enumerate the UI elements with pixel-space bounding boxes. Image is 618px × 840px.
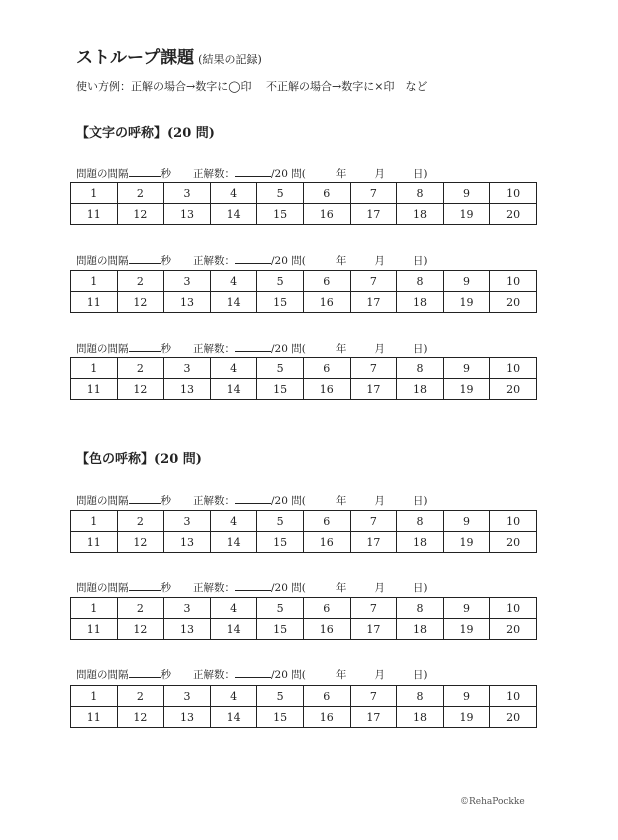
question-number-cell[interactable]: 14 (210, 532, 257, 553)
question-number-cell[interactable]: 20 (490, 707, 537, 728)
day-label: 日) (412, 582, 428, 594)
month-label: 月 (374, 168, 385, 180)
question-number-cell[interactable]: 16 (303, 292, 350, 313)
answer-grid (70, 685, 537, 728)
copyright: ©RehaPockke (460, 797, 525, 807)
question-number-cell[interactable]: 1 (71, 358, 118, 379)
seconds-label: 秒 (160, 669, 171, 681)
question-number-cell[interactable]: 4 (210, 183, 257, 204)
question-number-cell[interactable]: 4 (210, 358, 257, 379)
correct-count-field[interactable] (235, 252, 271, 264)
question-number-cell[interactable]: 15 (257, 619, 304, 640)
question-number-cell[interactable]: 7 (350, 271, 397, 292)
question-number-cell[interactable]: 3 (164, 511, 211, 532)
question-number-cell[interactable]: 9 (443, 686, 490, 707)
total-label: /20 問( (271, 343, 306, 355)
question-number-cell[interactable]: 19 (443, 204, 490, 225)
total-label: /20 問( (271, 168, 306, 180)
interval-field[interactable] (129, 340, 161, 352)
question-number-cell[interactable]: 18 (397, 619, 444, 640)
correct-count-field[interactable] (235, 165, 271, 177)
question-number-cell[interactable]: 17 (350, 204, 397, 225)
month-label: 月 (374, 495, 385, 507)
grid-row (71, 379, 537, 400)
interval-label: 問題の間隔 (76, 343, 129, 355)
interval-field[interactable] (129, 579, 161, 591)
title-text: ストループ課題 (76, 48, 195, 68)
day-label: 日) (412, 669, 428, 681)
question-number-cell[interactable]: 18 (397, 292, 444, 313)
question-number-cell[interactable]: 12 (117, 532, 164, 553)
question-number-cell[interactable]: 11 (71, 532, 118, 553)
question-number-cell[interactable]: 10 (490, 358, 537, 379)
question-number-cell[interactable]: 8 (397, 511, 444, 532)
question-number-cell[interactable]: 10 (490, 511, 537, 532)
question-number-cell[interactable]: 9 (443, 511, 490, 532)
question-number-cell[interactable]: 13 (164, 379, 211, 400)
question-number-cell[interactable]: 14 (210, 204, 257, 225)
correct-label: 正解数： (193, 343, 235, 355)
correct-label: 正解数： (193, 669, 235, 681)
year-label: 年 (335, 255, 347, 267)
question-number-cell[interactable]: 2 (117, 183, 164, 204)
question-number-cell[interactable]: 13 (164, 619, 211, 640)
question-number-cell[interactable]: 11 (71, 292, 118, 313)
question-number-cell[interactable]: 4 (210, 686, 257, 707)
answer-grid (70, 270, 537, 313)
question-number-cell[interactable]: 12 (117, 707, 164, 728)
question-number-cell[interactable]: 16 (303, 204, 350, 225)
question-number-cell[interactable]: 16 (303, 532, 350, 553)
year-label: 年 (335, 343, 347, 355)
correct-count-field[interactable] (235, 340, 271, 352)
question-number-cell[interactable]: 5 (257, 686, 304, 707)
question-number-cell[interactable]: 11 (71, 379, 118, 400)
question-number-cell[interactable]: 5 (257, 598, 304, 619)
question-number-cell[interactable]: 3 (164, 598, 211, 619)
question-number-cell[interactable]: 5 (257, 511, 304, 532)
question-number-cell[interactable]: 15 (257, 204, 304, 225)
grid-row (71, 292, 537, 313)
question-number-cell[interactable]: 18 (397, 204, 444, 225)
correct-label: 正解数： (193, 582, 235, 594)
question-number-cell[interactable]: 9 (443, 183, 490, 204)
seconds-label: 秒 (160, 168, 171, 180)
question-number-cell[interactable]: 6 (303, 511, 350, 532)
record-info-line (76, 492, 427, 508)
grid-row (71, 532, 537, 553)
question-number-cell[interactable]: 6 (303, 598, 350, 619)
day-label: 日) (412, 495, 428, 507)
question-number-cell[interactable]: 2 (117, 686, 164, 707)
question-number-cell[interactable]: 1 (71, 183, 118, 204)
day-label: 日) (412, 255, 428, 267)
seconds-label: 秒 (160, 255, 171, 267)
question-number-cell[interactable]: 12 (117, 204, 164, 225)
question-number-cell[interactable]: 4 (210, 271, 257, 292)
question-number-cell[interactable]: 15 (257, 707, 304, 728)
question-number-cell[interactable]: 2 (117, 511, 164, 532)
grid-row (71, 686, 537, 707)
question-number-cell[interactable]: 17 (350, 532, 397, 553)
month-label: 月 (374, 582, 385, 594)
correct-count-field[interactable] (235, 492, 271, 504)
question-number-cell[interactable]: 12 (117, 379, 164, 400)
record-info-line (76, 666, 427, 682)
question-number-cell[interactable]: 14 (210, 707, 257, 728)
question-number-cell[interactable]: 17 (350, 292, 397, 313)
grid-row (71, 511, 537, 532)
answer-grid (70, 357, 537, 400)
question-number-cell[interactable]: 1 (71, 686, 118, 707)
question-number-cell[interactable]: 13 (164, 204, 211, 225)
question-number-cell[interactable]: 10 (490, 271, 537, 292)
question-number-cell[interactable]: 1 (71, 271, 118, 292)
question-number-cell[interactable]: 12 (117, 292, 164, 313)
record-info-line (76, 165, 427, 181)
total-label: /20 問( (271, 255, 306, 267)
question-number-cell[interactable]: 7 (350, 358, 397, 379)
title-subtitle: (結果の記録) (198, 53, 262, 66)
question-number-cell[interactable]: 18 (397, 532, 444, 553)
total-label: /20 問( (271, 582, 306, 594)
question-number-cell[interactable]: 14 (210, 619, 257, 640)
answer-grid (70, 597, 537, 640)
total-label: /20 問( (271, 495, 306, 507)
question-number-cell[interactable]: 10 (490, 183, 537, 204)
question-number-cell[interactable]: 15 (257, 292, 304, 313)
question-number-cell[interactable]: 6 (303, 686, 350, 707)
interval-field[interactable] (129, 666, 161, 678)
question-number-cell[interactable]: 9 (443, 271, 490, 292)
correct-label: 正解数： (193, 168, 235, 180)
question-number-cell[interactable]: 13 (164, 707, 211, 728)
interval-label: 問題の間隔 (76, 669, 129, 681)
month-label: 月 (374, 343, 385, 355)
question-number-cell[interactable]: 14 (210, 292, 257, 313)
question-number-cell[interactable]: 20 (490, 619, 537, 640)
question-number-cell[interactable]: 6 (303, 358, 350, 379)
grid-row (71, 598, 537, 619)
question-number-cell[interactable]: 18 (397, 707, 444, 728)
interval-field[interactable] (129, 492, 161, 504)
question-number-cell[interactable]: 15 (257, 532, 304, 553)
question-number-cell[interactable]: 17 (350, 707, 397, 728)
correct-label: 正解数： (193, 495, 235, 507)
question-number-cell[interactable]: 13 (164, 532, 211, 553)
question-number-cell[interactable]: 9 (443, 358, 490, 379)
question-number-cell[interactable]: 20 (490, 532, 537, 553)
seconds-label: 秒 (160, 582, 171, 594)
month-label: 月 (374, 255, 385, 267)
year-label: 年 (335, 168, 347, 180)
day-label: 日) (412, 343, 428, 355)
usage-instructions: 使い方例：正解の場合→数字に◯印 不正解の場合→数字に×印 など (76, 80, 428, 93)
question-number-cell[interactable]: 1 (71, 598, 118, 619)
interval-label: 問題の間隔 (76, 495, 129, 507)
year-label: 年 (335, 495, 347, 507)
question-number-cell[interactable]: 17 (350, 619, 397, 640)
question-number-cell[interactable]: 3 (164, 183, 211, 204)
correct-count-field[interactable] (235, 666, 271, 678)
question-number-cell[interactable]: 4 (210, 598, 257, 619)
record-info-line (76, 579, 427, 595)
question-number-cell[interactable]: 20 (490, 292, 537, 313)
question-number-cell[interactable]: 2 (117, 358, 164, 379)
grid-row (71, 707, 537, 728)
question-number-cell[interactable]: 19 (443, 707, 490, 728)
record-info-line (76, 252, 427, 268)
interval-label: 問題の間隔 (76, 582, 129, 594)
question-number-cell[interactable]: 7 (350, 511, 397, 532)
question-number-cell[interactable]: 8 (397, 271, 444, 292)
question-number-cell[interactable]: 7 (350, 183, 397, 204)
question-number-cell[interactable]: 4 (210, 511, 257, 532)
question-number-cell[interactable]: 8 (397, 686, 444, 707)
question-number-cell[interactable]: 16 (303, 619, 350, 640)
question-number-cell[interactable]: 11 (71, 204, 118, 225)
grid-row (71, 619, 537, 640)
question-number-cell[interactable]: 11 (71, 707, 118, 728)
question-number-cell[interactable]: 8 (397, 598, 444, 619)
grid-row (71, 204, 537, 225)
grid-row (71, 358, 537, 379)
correct-count-field[interactable] (235, 579, 271, 591)
record-info-line (76, 340, 427, 356)
question-number-cell[interactable]: 5 (257, 271, 304, 292)
interval-label: 問題の間隔 (76, 255, 129, 267)
grid-row (71, 271, 537, 292)
question-number-cell[interactable]: 19 (443, 379, 490, 400)
question-number-cell[interactable]: 13 (164, 292, 211, 313)
answer-grid (70, 182, 537, 225)
question-number-cell[interactable]: 12 (117, 619, 164, 640)
section-title-color: 【色の呼称】(20 問) (76, 452, 202, 467)
correct-label: 正解数： (193, 255, 235, 267)
question-number-cell[interactable]: 10 (490, 598, 537, 619)
question-number-cell[interactable]: 15 (257, 379, 304, 400)
seconds-label: 秒 (160, 495, 171, 507)
question-number-cell[interactable]: 16 (303, 707, 350, 728)
section-title-character: 【文字の呼称】(20 問) (76, 126, 215, 141)
answer-grid (70, 510, 537, 553)
seconds-label: 秒 (160, 343, 171, 355)
question-number-cell[interactable]: 7 (350, 686, 397, 707)
grid-row (71, 183, 537, 204)
day-label: 日) (412, 168, 428, 180)
question-number-cell[interactable]: 20 (490, 379, 537, 400)
question-number-cell[interactable]: 10 (490, 686, 537, 707)
question-number-cell[interactable]: 7 (350, 598, 397, 619)
question-number-cell[interactable]: 16 (303, 379, 350, 400)
question-number-cell[interactable]: 17 (350, 379, 397, 400)
question-number-cell[interactable]: 3 (164, 686, 211, 707)
question-number-cell[interactable]: 11 (71, 619, 118, 640)
question-number-cell[interactable]: 19 (443, 619, 490, 640)
interval-label: 問題の間隔 (76, 168, 129, 180)
month-label: 月 (374, 669, 385, 681)
question-number-cell[interactable]: 19 (443, 532, 490, 553)
question-number-cell[interactable]: 9 (443, 598, 490, 619)
question-number-cell[interactable]: 5 (257, 183, 304, 204)
year-label: 年 (335, 669, 347, 681)
interval-field[interactable] (129, 165, 161, 177)
page-title (76, 43, 262, 68)
question-number-cell[interactable]: 19 (443, 292, 490, 313)
total-label: /20 問( (271, 669, 306, 681)
question-number-cell[interactable]: 14 (210, 379, 257, 400)
question-number-cell[interactable]: 1 (71, 511, 118, 532)
interval-field[interactable] (129, 252, 161, 264)
question-number-cell[interactable]: 6 (303, 183, 350, 204)
question-number-cell[interactable]: 8 (397, 358, 444, 379)
question-number-cell[interactable]: 2 (117, 271, 164, 292)
question-number-cell[interactable]: 18 (397, 379, 444, 400)
question-number-cell[interactable]: 6 (303, 271, 350, 292)
question-number-cell[interactable]: 8 (397, 183, 444, 204)
question-number-cell[interactable]: 20 (490, 204, 537, 225)
question-number-cell[interactable]: 2 (117, 598, 164, 619)
question-number-cell[interactable]: 3 (164, 271, 211, 292)
year-label: 年 (335, 582, 347, 594)
question-number-cell[interactable]: 3 (164, 358, 211, 379)
question-number-cell[interactable]: 5 (257, 358, 304, 379)
